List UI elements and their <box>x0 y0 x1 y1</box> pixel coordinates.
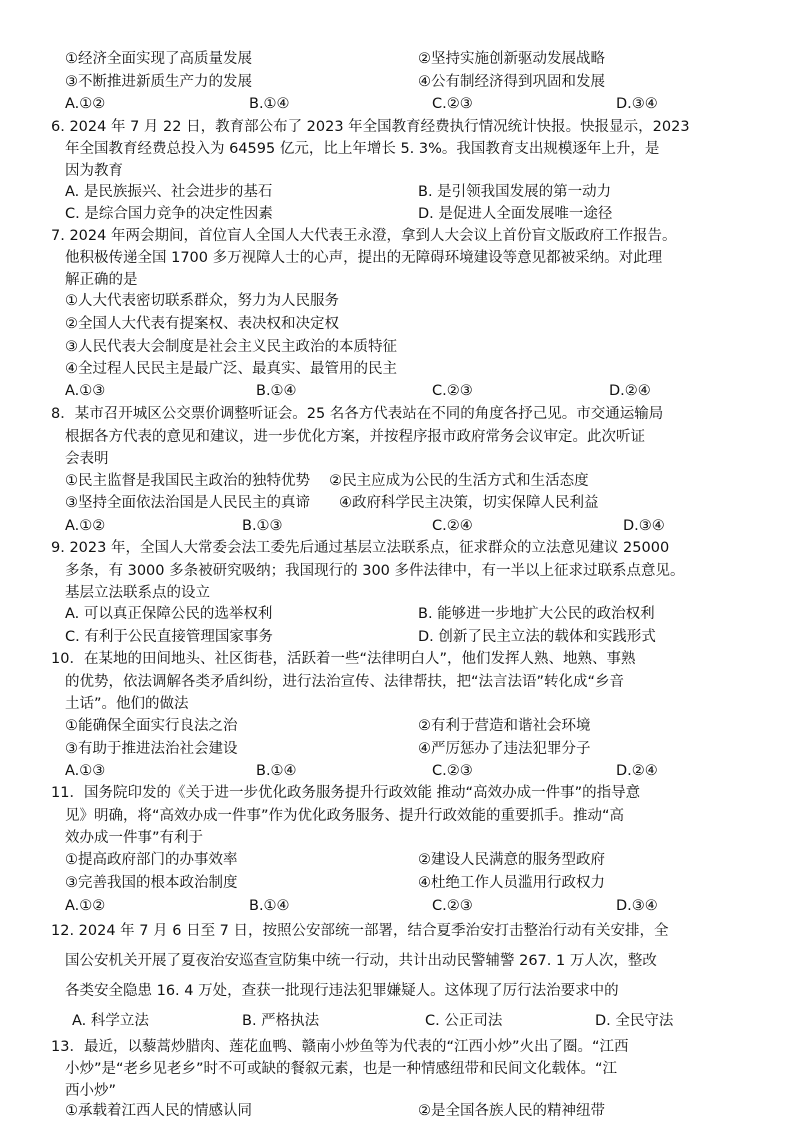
q11-stem-line-3: 效办成一件事”有利于 <box>65 830 204 846</box>
q13-statement-1: ①承载着江西人民的情感认同 <box>65 1103 252 1119</box>
q6-option-b: B. 是引领我国发展的第一动力 <box>418 184 612 200</box>
q13-stem-line-1: 13．最近，以藜蒿炒腊肉、莲花血鸭、赣南小炒鱼等为代表的“江西小炒”火出了圈。“江西 <box>51 1039 629 1055</box>
q11-statement-4: ④杜绝工作人员滥用行政权力 <box>418 875 605 891</box>
q12-stem-line-2: 国公安机关开展了夏夜治安巡查宣防集中统一行动，共计出动民警辅警 267. 1 万人次，整改 <box>65 953 657 969</box>
q10-option-b: B.①④ <box>256 763 297 779</box>
q5-option-d: D.③④ <box>616 96 658 112</box>
q11-option-b: B.①④ <box>249 898 290 914</box>
q8-option-c: C.②④ <box>432 518 473 534</box>
q13-stem-line-3: 西小炒” <box>65 1083 117 1099</box>
q12-stem-line-1: 12. 2024 年 7 月 6 日至 7 日，按照公安部统一部署，结合夏季治安打击整治行动有关安排，全 <box>51 923 669 939</box>
q10-statement-4: ④严厉惩办了违法犯罪分子 <box>418 741 591 757</box>
q10-statement-3: ③有助于推进法治社会建设 <box>65 741 238 757</box>
q11-option-d: D.③④ <box>616 898 658 914</box>
q11-stem-line-2: 见》明确，将“高效办成一件事”作为优化政务服务、提升行政效能的重要抓手。推动“高 <box>65 808 625 824</box>
q7-statement-3: ③人民代表大会制度是社会主义民主政治的本质特征 <box>65 339 397 355</box>
q6-stem-line-3: 因为教育 <box>65 163 123 179</box>
q6-stem-line-2: 年全国教育经费总投入为 64595 亿元，比上年增长 5. 3%。我国教育支出规模逐年上升，是 <box>65 141 660 157</box>
q7-stem-line-3: 解正确的是 <box>65 272 138 288</box>
q6-stem-line-1: 6. 2024 年 7 月 22 日，教育部公布了 2023 年全国教育经费执行情况统计快报。快报显示，2023 <box>51 119 690 135</box>
q7-stem-line-2: 他积极传递全国 1700 多万视障人士的心声，提出的无障碍环境建设等意见都被采纳。对此理 <box>65 250 663 266</box>
q7-option-b: B.①④ <box>256 383 297 399</box>
q11-statement-3: ③完善我国的根本政治制度 <box>65 875 238 891</box>
q7-option-c: C.②③ <box>432 383 473 399</box>
q5-option-a: A.①② <box>65 96 106 112</box>
q8-stem-line-2: 根据各方代表的意见和建议，进一步优化方案，并按程序报市政府常务会议审定。此次听证 <box>65 429 645 445</box>
q6-option-a: A. 是民族振兴、社会进步的基石 <box>65 184 273 200</box>
q9-option-a: A. 可以真正保障公民的选举权利 <box>65 606 273 622</box>
q10-statement-1: ①能确保全面实行良法之治 <box>65 718 238 734</box>
q10-stem-line-3: 土话”。他们的做法 <box>65 696 189 712</box>
q7-option-d: D.②④ <box>609 383 651 399</box>
q12-option-d: D. 全民守法 <box>595 1013 674 1029</box>
q5-statement-4: ④公有制经济得到巩固和发展 <box>418 74 605 90</box>
q10-option-a: A.①③ <box>65 763 106 779</box>
q9-option-d: D. 创新了民主立法的载体和实践形式 <box>418 629 656 645</box>
q9-stem-line-3: 基层立法联系点的设立 <box>65 585 210 601</box>
q5-statement-1: ①经济全面实现了高质量发展 <box>65 51 252 67</box>
q11-statement-2: ②建设人民满意的服务型政府 <box>418 852 605 868</box>
q10-option-c: C.②③ <box>432 763 473 779</box>
q13-statement-2: ②是全国各族人民的精神纽带 <box>418 1103 605 1119</box>
q12-option-a: A. 科学立法 <box>72 1013 149 1029</box>
q10-stem-line-2: 的优势，依法调解各类矛盾纠纷，进行法治宣传、法律帮扶，把“法言法语”转化成“乡音 <box>65 674 625 690</box>
q7-statement-2: ②全国人大代表有提案权、表决权和决定权 <box>65 316 339 332</box>
q9-option-b: B. 能够进一步地扩大公民的政治权利 <box>418 606 655 622</box>
q8-stem-line-1: 8．某市召开城区公交票价调整听证会。25 名各方代表站在不同的角度各抒己见。市交通运输局 <box>51 406 664 422</box>
q8-statements-1-2: ①民主监督是我国民主政治的独特优势 ②民主应成为公民的生活方式和生活态度 <box>65 473 589 489</box>
q11-option-a: A.①② <box>65 898 106 914</box>
q11-statement-1: ①提高政府部门的办事效率 <box>65 852 238 868</box>
q5-option-b: B.①④ <box>249 96 290 112</box>
q9-option-c: C. 有利于公民直接管理国家事务 <box>65 629 273 645</box>
q6-option-c: C. 是综合国力竞争的决定性因素 <box>65 206 273 222</box>
q8-statements-3-4: ③坚持全面依法治国是人民民主的真谛 ④政府科学民主决策，切实保障人民利益 <box>65 495 599 511</box>
q7-option-a: A.①③ <box>65 383 106 399</box>
q5-option-c: C.②③ <box>432 96 473 112</box>
q9-stem-line-1: 9. 2023 年，全国人大常委会法工委先后通过基层立法联系点，征求群众的立法意见建议 25000 <box>51 540 670 556</box>
q8-option-d: D.③④ <box>623 518 665 534</box>
q10-stem-line-1: 10．在某地的田间地头、社区街巷，活跃着一些“法律明白人”，他们发挥人熟、地熟、事熟 <box>51 651 636 667</box>
q5-statement-3: ③不断推进新质生产力的发展 <box>65 74 252 90</box>
q12-option-c: C. 公正司法 <box>425 1013 503 1029</box>
q10-statement-2: ②有利于营造和谐社会环境 <box>418 718 591 734</box>
q11-stem-line-1: 11．国务院印发的《关于进一步优化政务服务提升行政效能 推动“高效办成一件事”的指导意 <box>51 785 641 801</box>
q8-option-b: B.①③ <box>242 518 283 534</box>
q11-option-c: C.②③ <box>432 898 473 914</box>
q6-option-d: D. 是促进人全面发展唯一途径 <box>418 206 613 222</box>
q7-stem-line-1: 7. 2024 年两会期间，首位盲人全国人大代表王永澄，拿到人大会议上首份盲文版政府工作报告。 <box>51 228 677 244</box>
q9-stem-line-2: 多条，有 3000 多条被研究吸纳；我国现行的 300 多件法律中，有一半以上征求过联系点意见。 <box>65 563 685 579</box>
q10-option-d: D.②④ <box>616 763 658 779</box>
q8-stem-line-3: 会表明 <box>65 451 109 467</box>
q5-statement-2: ②坚持实施创新驱动发展战略 <box>418 51 605 67</box>
q12-option-b: B. 严格执法 <box>242 1013 320 1029</box>
q7-statement-1: ①人大代表密切联系群众，努力为人民服务 <box>65 293 339 309</box>
q13-stem-line-2: 小炒”是“老乡见老乡”时不可或缺的餐叙元素，也是一种情感纽带和民间文化载体。“江 <box>65 1061 618 1077</box>
q8-option-a: A.①② <box>65 518 106 534</box>
q7-statement-4: ④全过程人民民主是最广泛、最真实、最管用的民主 <box>65 361 397 377</box>
q12-stem-line-3: 各类安全隐患 16. 4 万处，查获一批现行违法犯罪嫌疑人。这体现了厉行法治要求中的 <box>65 983 619 999</box>
